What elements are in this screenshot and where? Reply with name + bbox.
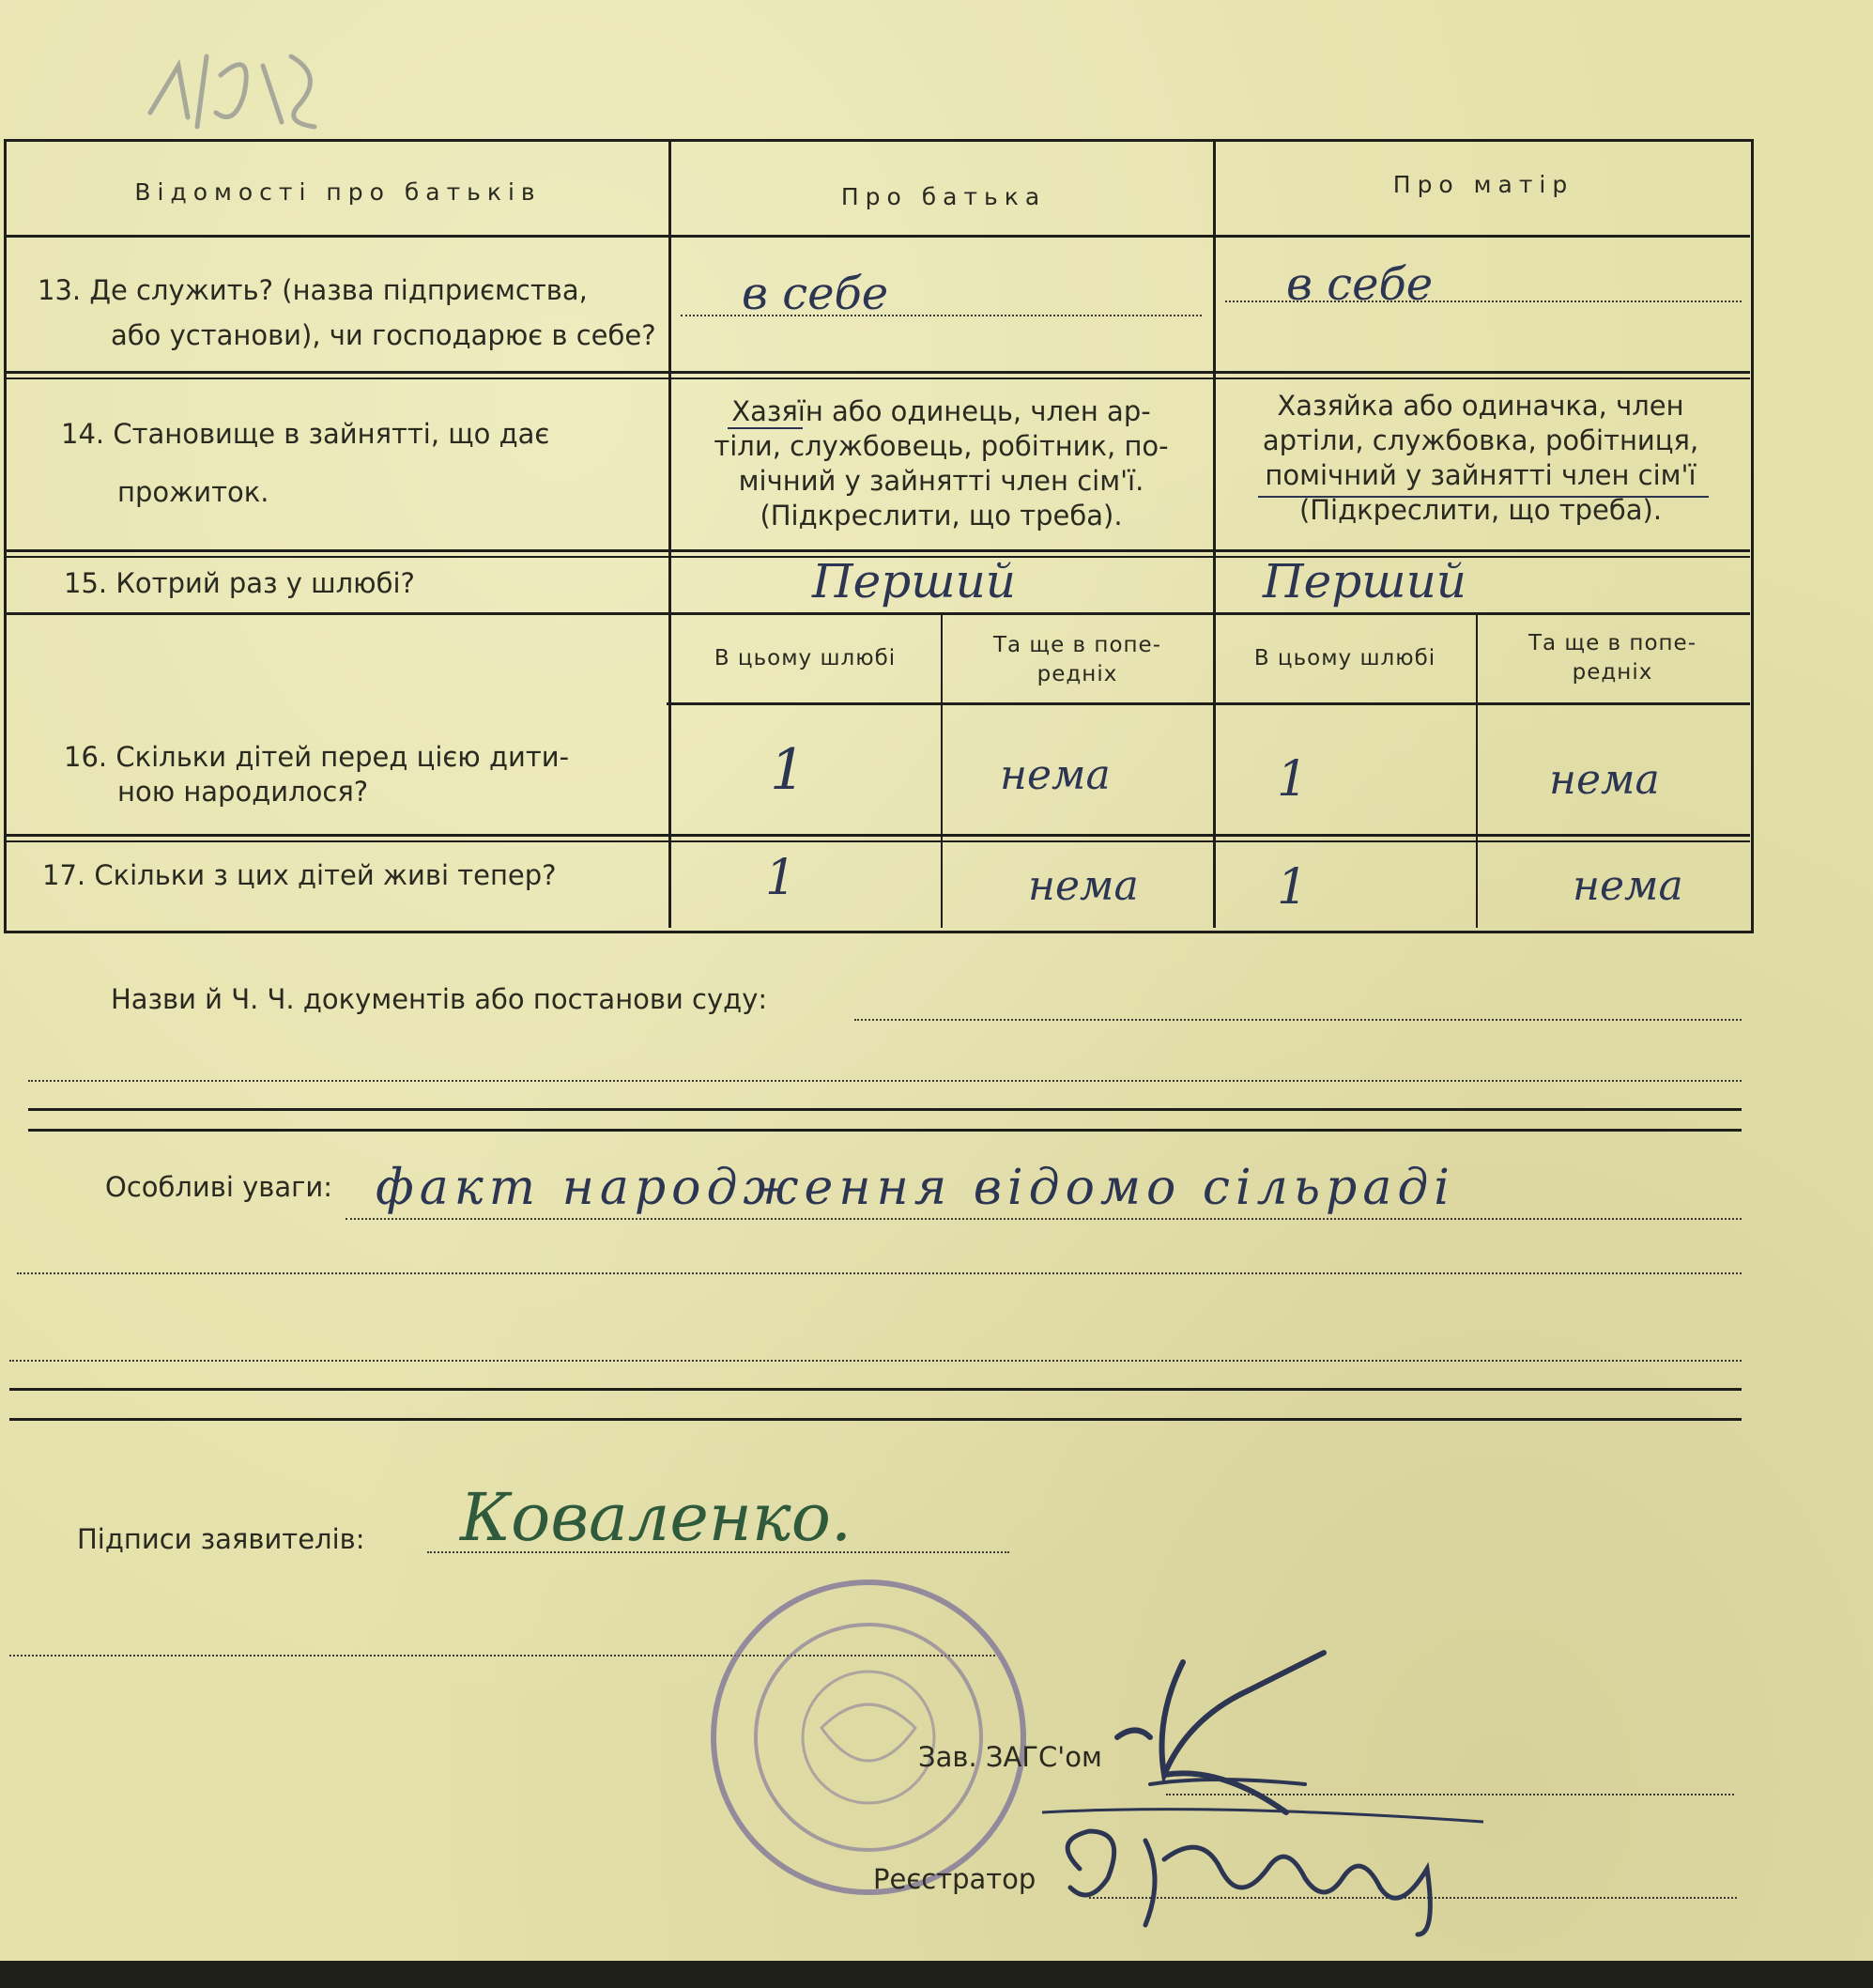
notes-dotline-1 bbox=[345, 1218, 1742, 1220]
scan-bottom-edge bbox=[0, 1961, 1873, 1988]
q14-father-options-line3: мічний у зайнятті член сім'ї. bbox=[738, 465, 1144, 497]
q17-father-this: 1 bbox=[765, 850, 797, 906]
q15-mother-answer: Перший bbox=[1263, 554, 1466, 609]
archive-pencil-mark bbox=[141, 38, 329, 141]
mother-prev-header-line1: Та ще в попе- bbox=[1528, 631, 1697, 655]
section-separator bbox=[28, 1129, 1742, 1132]
q14-father-options-line1: Хазяїн або одинець, член ар- bbox=[731, 395, 1151, 427]
row-divider bbox=[667, 702, 1750, 705]
q13-label-line1: 13. Де служить? (назва підприємства, bbox=[38, 274, 588, 306]
documents-dotline-2 bbox=[28, 1080, 1742, 1082]
q16-father-prev: нема bbox=[1000, 751, 1111, 799]
q14-mother-options-line2: артіли, службовка, робітниця, bbox=[1262, 424, 1699, 456]
q16-label-line1: 16. Скільки дітей перед цією дити- bbox=[64, 741, 570, 773]
q14-label-line1: 14. Становище в зайнятті, що дає bbox=[61, 418, 550, 450]
notes-value: факт народження відомо сільраді bbox=[376, 1160, 1455, 1216]
row-divider bbox=[4, 612, 1750, 615]
notes-dotline-2 bbox=[17, 1272, 1742, 1274]
q16-mother-prev: нема bbox=[1549, 756, 1660, 804]
documents-dotline-1 bbox=[854, 1019, 1742, 1021]
header-parents-info: Відомості про батьків bbox=[134, 178, 542, 206]
head-of-registry-label: Зав. ЗАГС'ом bbox=[918, 1741, 1102, 1773]
table-outer-border bbox=[4, 139, 1754, 933]
col-divider bbox=[668, 141, 671, 928]
q17-mother-prev: нема bbox=[1573, 862, 1683, 910]
q13-label-line2: або установи), чи господарює в себе? bbox=[111, 319, 656, 351]
row-divider bbox=[4, 378, 1750, 379]
row-divider bbox=[4, 235, 1750, 238]
mother-prev-header-line2: редніх bbox=[1572, 660, 1653, 685]
q17-mother-this: 1 bbox=[1277, 859, 1309, 916]
header-mother: Про матір bbox=[1392, 171, 1574, 198]
q14-mother-options-line3: помічний у зайнятті член сім'ї bbox=[1265, 459, 1696, 491]
q14-father-options-line4: (Підкреслити, що треба). bbox=[760, 500, 1123, 532]
q14-father-options-line2: тіли, службовець, робітник, по- bbox=[714, 430, 1169, 462]
official-round-stamp bbox=[699, 1568, 1037, 1906]
q15-father-answer: Перший bbox=[812, 554, 1016, 609]
q14-mother-underline bbox=[1258, 496, 1709, 498]
notes-dotline-3 bbox=[9, 1360, 1742, 1362]
header-father: Про батька bbox=[840, 183, 1047, 210]
applicants-signature-label: Підписи заявителів: bbox=[77, 1523, 365, 1555]
applicants-signature-value: Коваленко. bbox=[460, 1479, 852, 1556]
q14-father-underline bbox=[728, 427, 803, 429]
father-prev-header-line1: Та ще в попе- bbox=[992, 633, 1162, 657]
col-divider bbox=[1213, 141, 1216, 928]
q13-mother-answer: в себе bbox=[1286, 258, 1434, 311]
col-divider bbox=[941, 615, 943, 928]
mother-this-marriage-header: В цьому шлюбі bbox=[1253, 646, 1436, 670]
row-divider bbox=[4, 371, 1750, 374]
notes-label: Особливі уваги: bbox=[105, 1171, 333, 1203]
father-prev-header-line2: редніх bbox=[1036, 662, 1118, 686]
row-divider bbox=[4, 549, 1750, 552]
section-separator bbox=[9, 1388, 1742, 1391]
q17-label: 17. Скільки з цих дітей живі тепер? bbox=[42, 859, 557, 891]
q17-father-prev: нема bbox=[1028, 862, 1139, 910]
documents-label: Назви й Ч. Ч. документів або постанови суду: bbox=[111, 983, 768, 1015]
q16-label-line2: ною народилося? bbox=[117, 776, 369, 808]
row-divider bbox=[4, 840, 1750, 842]
father-this-marriage-header: В цьому шлюбі bbox=[714, 646, 897, 670]
q13-father-answer: в себе bbox=[742, 268, 889, 320]
q16-father-this: 1 bbox=[770, 737, 806, 803]
q15-label: 15. Котрий раз у шлюбі? bbox=[64, 567, 415, 599]
q14-mother-options-line1: Хазяйка або одиначка, член bbox=[1277, 390, 1684, 422]
q14-mother-options-line4: (Підкреслити, що треба). bbox=[1298, 494, 1663, 526]
col-divider bbox=[1476, 615, 1478, 928]
q16-mother-this: 1 bbox=[1277, 751, 1309, 808]
q14-label-line2: прожиток. bbox=[117, 476, 269, 508]
row-divider bbox=[4, 834, 1750, 837]
section-separator bbox=[28, 1108, 1742, 1111]
registrar-signature bbox=[1023, 1803, 1512, 1953]
section-separator bbox=[9, 1418, 1742, 1421]
registrar-label: Реєстратор bbox=[873, 1863, 1036, 1895]
